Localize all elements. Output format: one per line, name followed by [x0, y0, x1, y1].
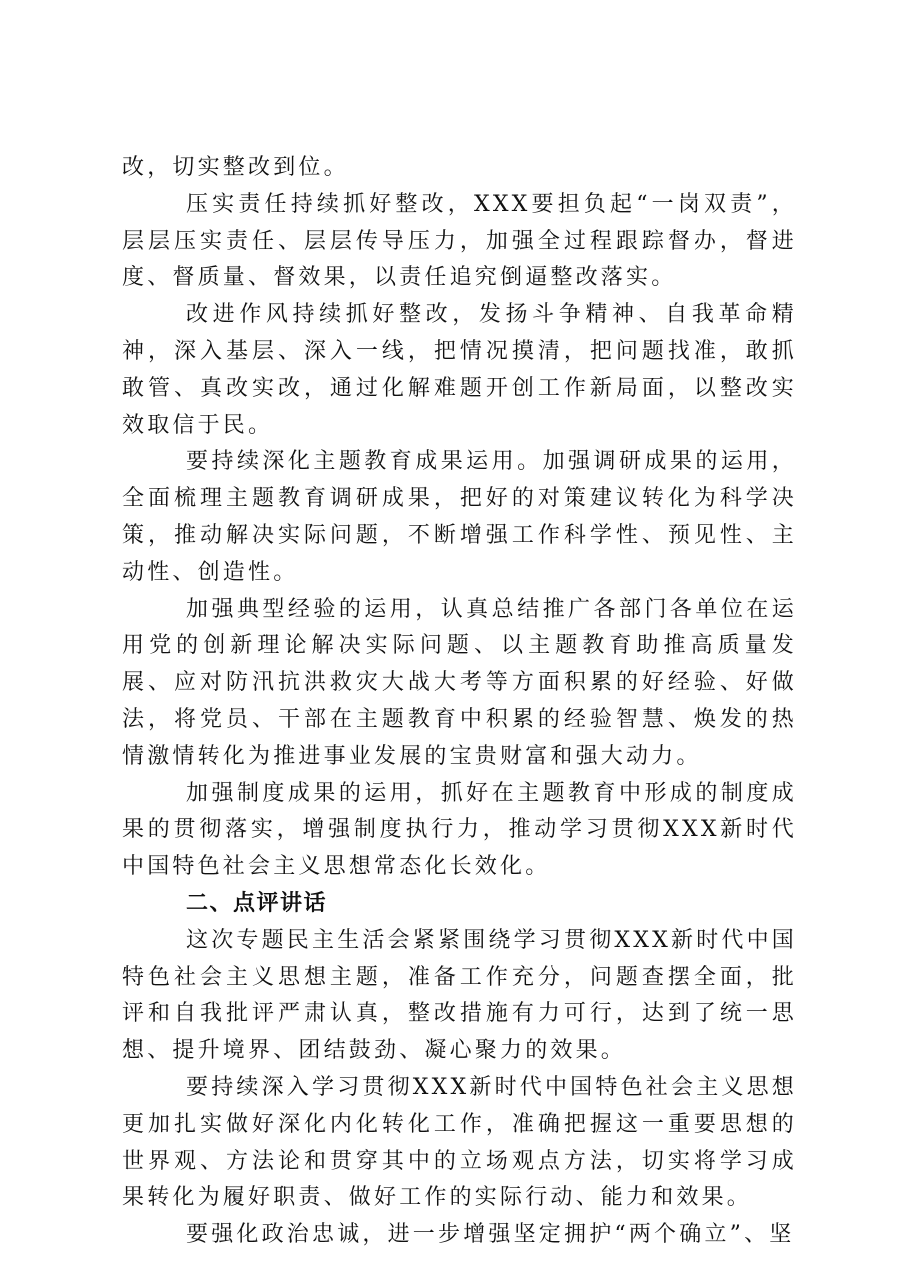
paragraph-work-style: 改进作风持续抓好整改，发扬斗争精神、自我革命精神，深入基层、深入一线，把情况摸清，把问题找准，敢抓敢管、真改实改，通过化解难题开创工作新局面，以整改实效取信于民。: [122, 302, 797, 438]
paragraph-continuation: 改，切实整改到位。: [122, 155, 349, 180]
document-page: [122, 150, 797, 1254]
paragraph-research-results: 要持续深化主题教育成果运用。加强调研成果的运用，全面梳理主题教育调研成果，把好的对策建议转化为科学决策，推动解决实际问题，不断增强工作科学性、预见性、主动性、创造性。: [122, 449, 797, 585]
paragraph-political-loyalty: 要强化政治忠诚，进一步增强坚定拥护“两个确立”、坚: [186, 1222, 795, 1248]
paragraph-meeting-review: 这次专题民主生活会紧紧围绕学习贯彻XXX新时代中国特色社会主义思想主题，准备工作充分，问题查摆全面，批评和自我批评严肃认真，整改措施有力可行，达到了统一思想、提升境界、团结鼓劲、凝心聚力的效果。: [122, 927, 797, 1064]
paragraph-responsibility: 压实责任持续抓好整改，XXX要担负起“一岗双责”，层层压实责任、层层传导压力，加强全过程跟踪督办，督进度、督质量、督效果，以责任追究倒逼整改落实。: [122, 191, 797, 291]
section-heading: 二、点评讲话: [186, 890, 328, 916]
paragraph-deepen-study: 要持续深入学习贯彻XXX新时代中国特色社会主义思想更加扎实做好深化内化转化工作，准确把握这一重要思想的世界观、方法论和贯穿其中的立场观点方法，切实将学习成果转化为履好职责、做好工作的实际行动、能力和效果。: [122, 1074, 797, 1211]
paragraph-institutional-results: 加强制度成果的运用，抓好在主题教育中形成的制度成果的贯彻落实，增强制度执行力，推动学习贯彻XXX新时代中国特色社会主义思想常态化长效化。: [122, 780, 797, 880]
paragraph-typical-experience: 加强典型经验的运用，认真总结推广各部门各单位在运用党的创新理论解决实际问题、以主题教育助推高质量发展、应对防汛抗洪救灾大战大考等方面积累的好经验、好做法，将党员、干部在主题教育中积累的经验智慧、焕发的热情激情转化为推进事业发展的宝贵财富和强大动力。: [122, 596, 797, 769]
